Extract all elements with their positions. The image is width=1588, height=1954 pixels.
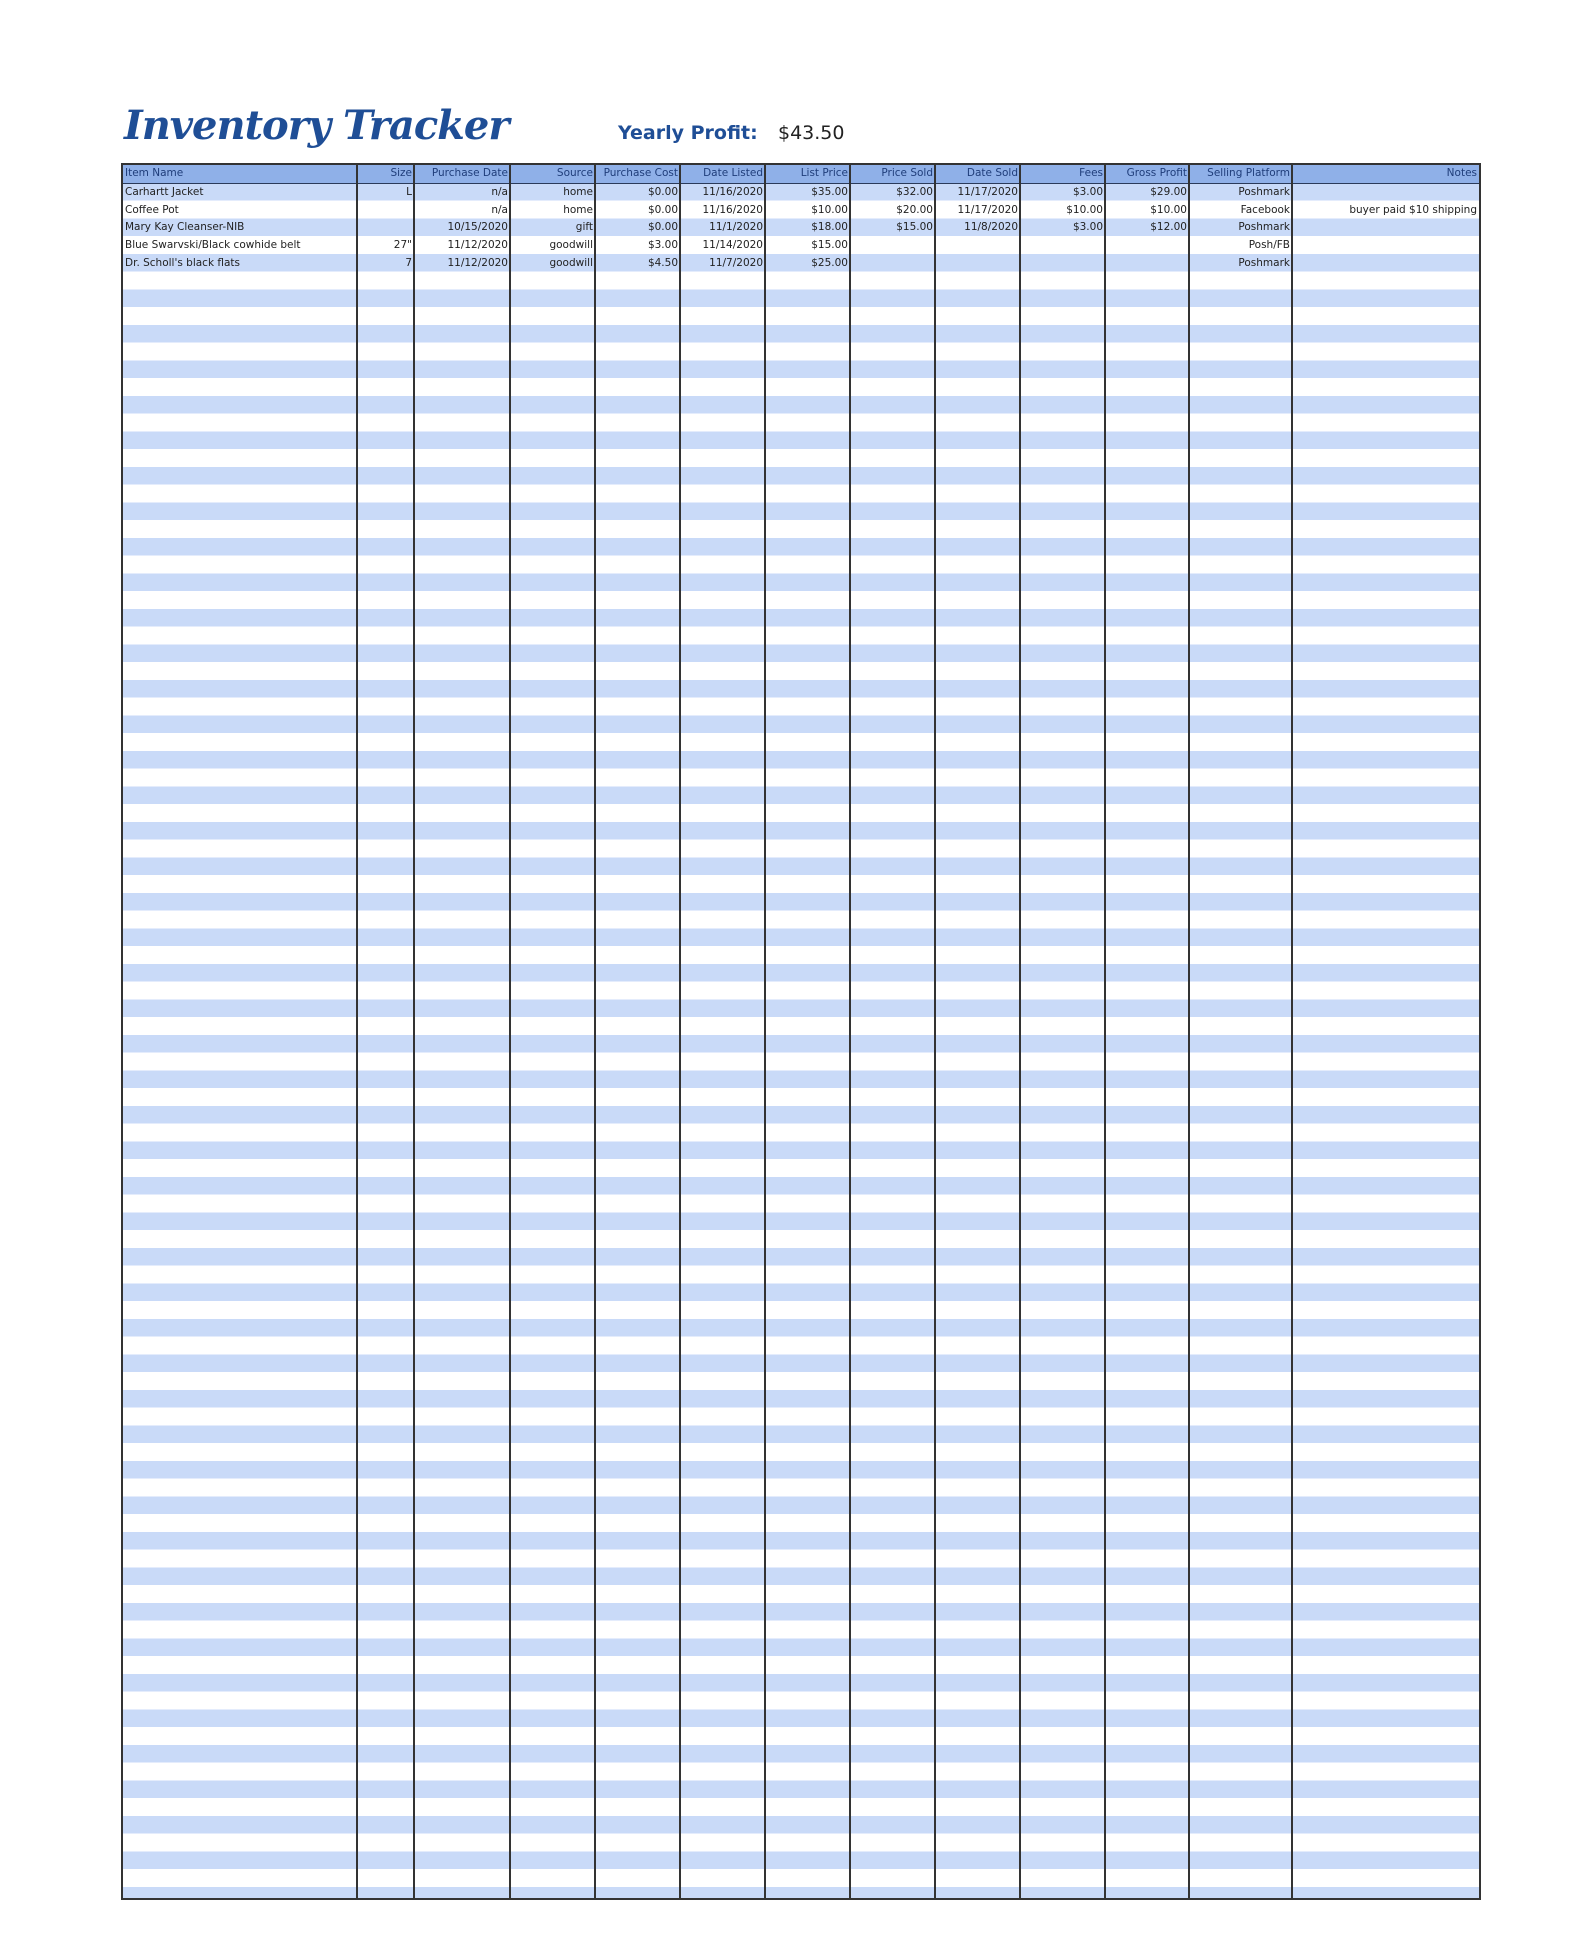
table-cell[interactable]: Facebook (1240, 203, 1290, 216)
table-cell[interactable]: 11/1/2020 (709, 221, 763, 234)
table-cell[interactable] (357, 202, 414, 220)
table-cell[interactable]: $0.00 (647, 221, 678, 234)
table-cell[interactable]: Dr. Scholl's black flats (125, 256, 241, 269)
table-cell[interactable]: $10.00 (1150, 203, 1187, 216)
table-cell[interactable]: $35.00 (811, 185, 848, 198)
table-cell[interactable]: 11/16/2020 (702, 185, 763, 198)
column-divider (356, 165, 358, 1898)
column-header[interactable]: Selling Platform (1189, 165, 1292, 183)
table-cell[interactable]: $25.00 (811, 256, 848, 269)
table-cell[interactable] (1292, 219, 1479, 237)
table-row[interactable] (123, 255, 1479, 273)
table-cell[interactable] (1292, 237, 1479, 255)
table-cell[interactable]: Carhartt Jacket (125, 185, 204, 198)
table-cell[interactable] (1020, 237, 1105, 255)
table-cell[interactable]: 11/12/2020 (447, 256, 508, 269)
column-header[interactable]: Purchase Cost (595, 165, 680, 183)
table-cell[interactable] (935, 255, 1020, 273)
yearly-profit-label: Yearly Profit: (618, 122, 758, 144)
table-cell[interactable]: goodwill (549, 256, 593, 269)
table-cell[interactable]: home (563, 203, 593, 216)
table-cell[interactable] (1292, 255, 1479, 273)
table-cell[interactable]: Poshmark (1238, 256, 1290, 269)
column-header[interactable]: Date Listed (680, 165, 765, 183)
table-cell[interactable]: 11/7/2020 (709, 256, 763, 269)
column-divider (1019, 165, 1021, 1898)
column-divider (594, 165, 596, 1898)
table-cell[interactable]: 7 (405, 256, 412, 269)
table-cell[interactable]: $12.00 (1150, 221, 1187, 234)
inventory-table (121, 163, 1481, 1900)
table-cell[interactable]: $15.00 (811, 239, 848, 251)
column-header[interactable]: Price Sold (850, 165, 935, 183)
table-cell[interactable] (850, 237, 935, 255)
column-divider (413, 165, 415, 1898)
column-divider (764, 165, 766, 1898)
table-cell[interactable]: 11/17/2020 (957, 185, 1018, 198)
column-header[interactable]: Purchase Date (414, 165, 510, 183)
column-divider (849, 165, 851, 1898)
table-cell[interactable] (1105, 255, 1189, 273)
table-cell[interactable]: $15.00 (896, 221, 933, 234)
column-header[interactable]: Notes (1292, 165, 1479, 183)
column-header[interactable]: Fees (1020, 165, 1105, 183)
column-header[interactable]: Size (357, 165, 414, 183)
column-divider (679, 165, 681, 1898)
table-cell[interactable]: $0.00 (647, 185, 678, 198)
table-cell[interactable]: gift (575, 221, 593, 234)
table-cell[interactable]: Poshmark (1238, 185, 1290, 198)
table-cell[interactable]: 11/12/2020 (447, 239, 508, 251)
yearly-profit-value: $43.50 (778, 122, 845, 144)
table-cell[interactable]: Blue Swarvski/Black cowhide belt (125, 239, 301, 251)
table-cell[interactable]: $3.00 (1072, 221, 1103, 234)
table-row[interactable] (123, 183, 1479, 201)
page-title: Inventory Tracker (124, 102, 509, 149)
table-cell[interactable]: $3.00 (647, 239, 678, 251)
column-divider (934, 165, 936, 1898)
table-cell[interactable] (850, 255, 935, 273)
table-cell[interactable]: n/a (491, 185, 508, 198)
table-cell[interactable]: L (406, 185, 412, 198)
table-cell[interactable]: 11/17/2020 (957, 203, 1018, 216)
table-cell[interactable]: $3.00 (1072, 185, 1103, 198)
table-cell[interactable]: 11/8/2020 (964, 221, 1018, 234)
table-cell[interactable] (1105, 237, 1189, 255)
table-cell[interactable]: $10.00 (811, 203, 848, 216)
table-cell[interactable]: buyer paid $10 shipping (1349, 203, 1477, 216)
table-cell[interactable]: 10/15/2020 (447, 221, 508, 234)
column-divider (1291, 165, 1293, 1898)
table-cell[interactable]: Poshmark (1238, 221, 1290, 234)
table-cell[interactable]: $0.00 (647, 203, 678, 216)
table-cell[interactable]: $10.00 (1066, 203, 1103, 216)
table-cell[interactable] (1292, 183, 1479, 201)
table-cell[interactable]: 11/14/2020 (702, 239, 763, 251)
table-cell[interactable] (935, 237, 1020, 255)
column-divider (1104, 165, 1106, 1898)
header-row (123, 165, 1479, 183)
table-row[interactable] (123, 219, 1479, 237)
table-cell[interactable]: $32.00 (896, 185, 933, 198)
table-cell[interactable]: $4.50 (647, 256, 678, 269)
table-cell[interactable] (357, 219, 414, 237)
inventory-grid (123, 165, 1479, 273)
table-cell[interactable]: 11/16/2020 (702, 203, 763, 216)
table-cell[interactable]: Mary Kay Cleanser-NIB (125, 221, 245, 234)
table-cell[interactable]: Posh/FB (1248, 239, 1290, 251)
table-cell[interactable]: 27" (393, 239, 412, 251)
column-header[interactable]: List Price (765, 165, 850, 183)
column-header[interactable]: Date Sold (935, 165, 1020, 183)
column-header[interactable]: Source (510, 165, 595, 183)
table-cell[interactable]: $29.00 (1150, 185, 1187, 198)
table-row[interactable] (123, 202, 1479, 220)
column-header[interactable]: Item Name (123, 165, 357, 183)
table-row[interactable] (123, 237, 1479, 255)
table-cell[interactable]: Coffee Pot (125, 203, 179, 216)
column-divider (1188, 165, 1190, 1898)
table-cell[interactable]: n/a (491, 203, 508, 216)
column-divider (509, 165, 511, 1898)
table-cell[interactable] (1020, 255, 1105, 273)
table-cell[interactable]: goodwill (549, 239, 593, 251)
table-cell[interactable]: $20.00 (896, 203, 933, 216)
table-cell[interactable]: home (563, 185, 593, 198)
table-cell[interactable]: $18.00 (811, 221, 848, 234)
column-header[interactable]: Gross Profit (1105, 165, 1189, 183)
